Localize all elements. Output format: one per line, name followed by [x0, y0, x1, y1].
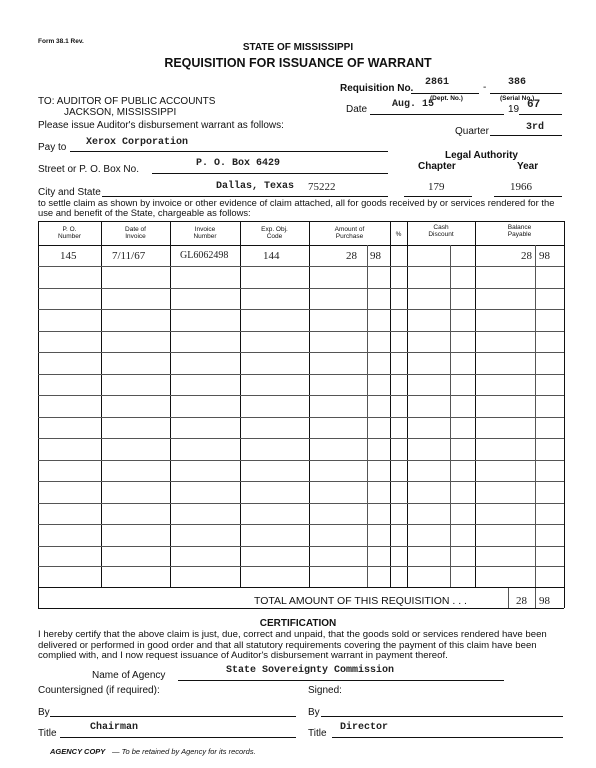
- row-balance-cents: 98: [539, 250, 550, 262]
- agency-value: State Sovereignty Commission: [226, 665, 395, 676]
- date-label: Date: [346, 104, 368, 115]
- by-label: By: [38, 707, 50, 718]
- zip-value: 75222: [308, 181, 336, 193]
- to-line-2: JACKSON, MISSISSIPPI: [64, 107, 177, 118]
- street-value: P. O. Box 6429: [196, 158, 281, 169]
- title2-value: Director: [340, 722, 389, 733]
- dept-caption: (Dept. No.): [430, 95, 463, 102]
- row-balance-dollars: 28: [521, 250, 532, 262]
- street-label: Street or P. O. Box No.: [38, 164, 139, 175]
- row-po-number: 145: [60, 250, 77, 262]
- footer-copy: AGENCY COPY: [50, 747, 106, 756]
- date-value: Aug. 15: [392, 99, 435, 110]
- serial-caption: (Serial No.): [500, 95, 535, 102]
- year-label: Year: [517, 161, 539, 172]
- header-po-number: P. O. Number: [57, 226, 82, 240]
- form-number: Form 38.1 Rev.: [38, 38, 84, 45]
- header-cash-discount: Cash Discount: [428, 224, 454, 238]
- row-invoice-number: GL6062498: [180, 250, 229, 261]
- header-balance: Balance Payable: [507, 224, 532, 238]
- certification-heading: CERTIFICATION: [259, 618, 337, 629]
- to-line-1: TO: AUDITOR OF PUBLIC ACCOUNTS: [38, 96, 216, 107]
- requisition-dash: -: [483, 82, 487, 93]
- chapter-label: Chapter: [418, 161, 456, 172]
- legal-authority-label: Legal Authority: [445, 150, 518, 161]
- serial-number: 386: [508, 77, 527, 88]
- year-value: 1966: [510, 181, 532, 193]
- countersigned-label: Countersigned (if required):: [38, 685, 160, 696]
- year-prefix: 19: [508, 104, 520, 115]
- city-value: Dallas, Texas: [216, 181, 295, 192]
- title-label: Title: [38, 728, 57, 739]
- header-invoice-date: Date of Invoice: [125, 226, 146, 240]
- title2-label: Title: [308, 728, 327, 739]
- requisition-label: Requisition No.: [340, 83, 414, 94]
- header-invoice-number: Invoice Number: [193, 226, 217, 240]
- page-title: REQUISITION FOR ISSUANCE OF WARRANT: [164, 56, 432, 70]
- row-amount-dollars: 28: [346, 250, 357, 262]
- row-amount-cents: 98: [370, 250, 381, 262]
- total-label: TOTAL AMOUNT OF THIS REQUISITION . . .: [254, 595, 467, 607]
- settle-text: to settle claim as shown by invoice or other evidence of claim attached, all for goods received by or services rendered for the use and benefit of the State, chargeable as follows:: [38, 197, 555, 218]
- by2-label: By: [308, 707, 320, 718]
- dept-number: 2861: [425, 77, 450, 88]
- total-dollars: 28: [516, 595, 527, 607]
- certification-text: I hereby certify that the above claim is just, due, correct and unpaid, that the goods sold or services rendered have been delivered or performed in good order and that all statutory requirements covering the payment of this claim have been complied with, and I now request issuance of Auditor's disbursement warrant in payment thereof.: [38, 629, 547, 661]
- title-value: Chairman: [90, 722, 139, 733]
- quarter-label: Quarter: [455, 126, 489, 137]
- total-cents: 98: [539, 595, 550, 607]
- header-exp-obj-code: Exp. Obj. Code: [261, 226, 288, 240]
- header-percent: %: [395, 231, 402, 238]
- pay-to-label: Pay to: [38, 142, 67, 153]
- header-amount: Amount of Purchase: [334, 226, 365, 240]
- quarter-value: 3rd: [526, 122, 545, 133]
- row-invoice-date: 7/11/67: [112, 250, 146, 262]
- agency-label: Name of Agency: [92, 670, 166, 681]
- footer-note: — To be retained by Agency for its records.: [112, 747, 256, 756]
- city-label: City and State: [38, 187, 101, 198]
- row-obj-code: 144: [263, 250, 280, 262]
- year-suffix: 67: [527, 99, 541, 111]
- chapter-value: 179: [428, 181, 445, 193]
- state-heading: STATE OF MISSISSIPPI: [242, 42, 354, 53]
- pay-to-value: Xerox Corporation: [86, 137, 189, 148]
- signed-label: Signed:: [308, 685, 342, 696]
- instruction-text: Please issue Auditor's disbursement warrant as follows:: [38, 120, 284, 131]
